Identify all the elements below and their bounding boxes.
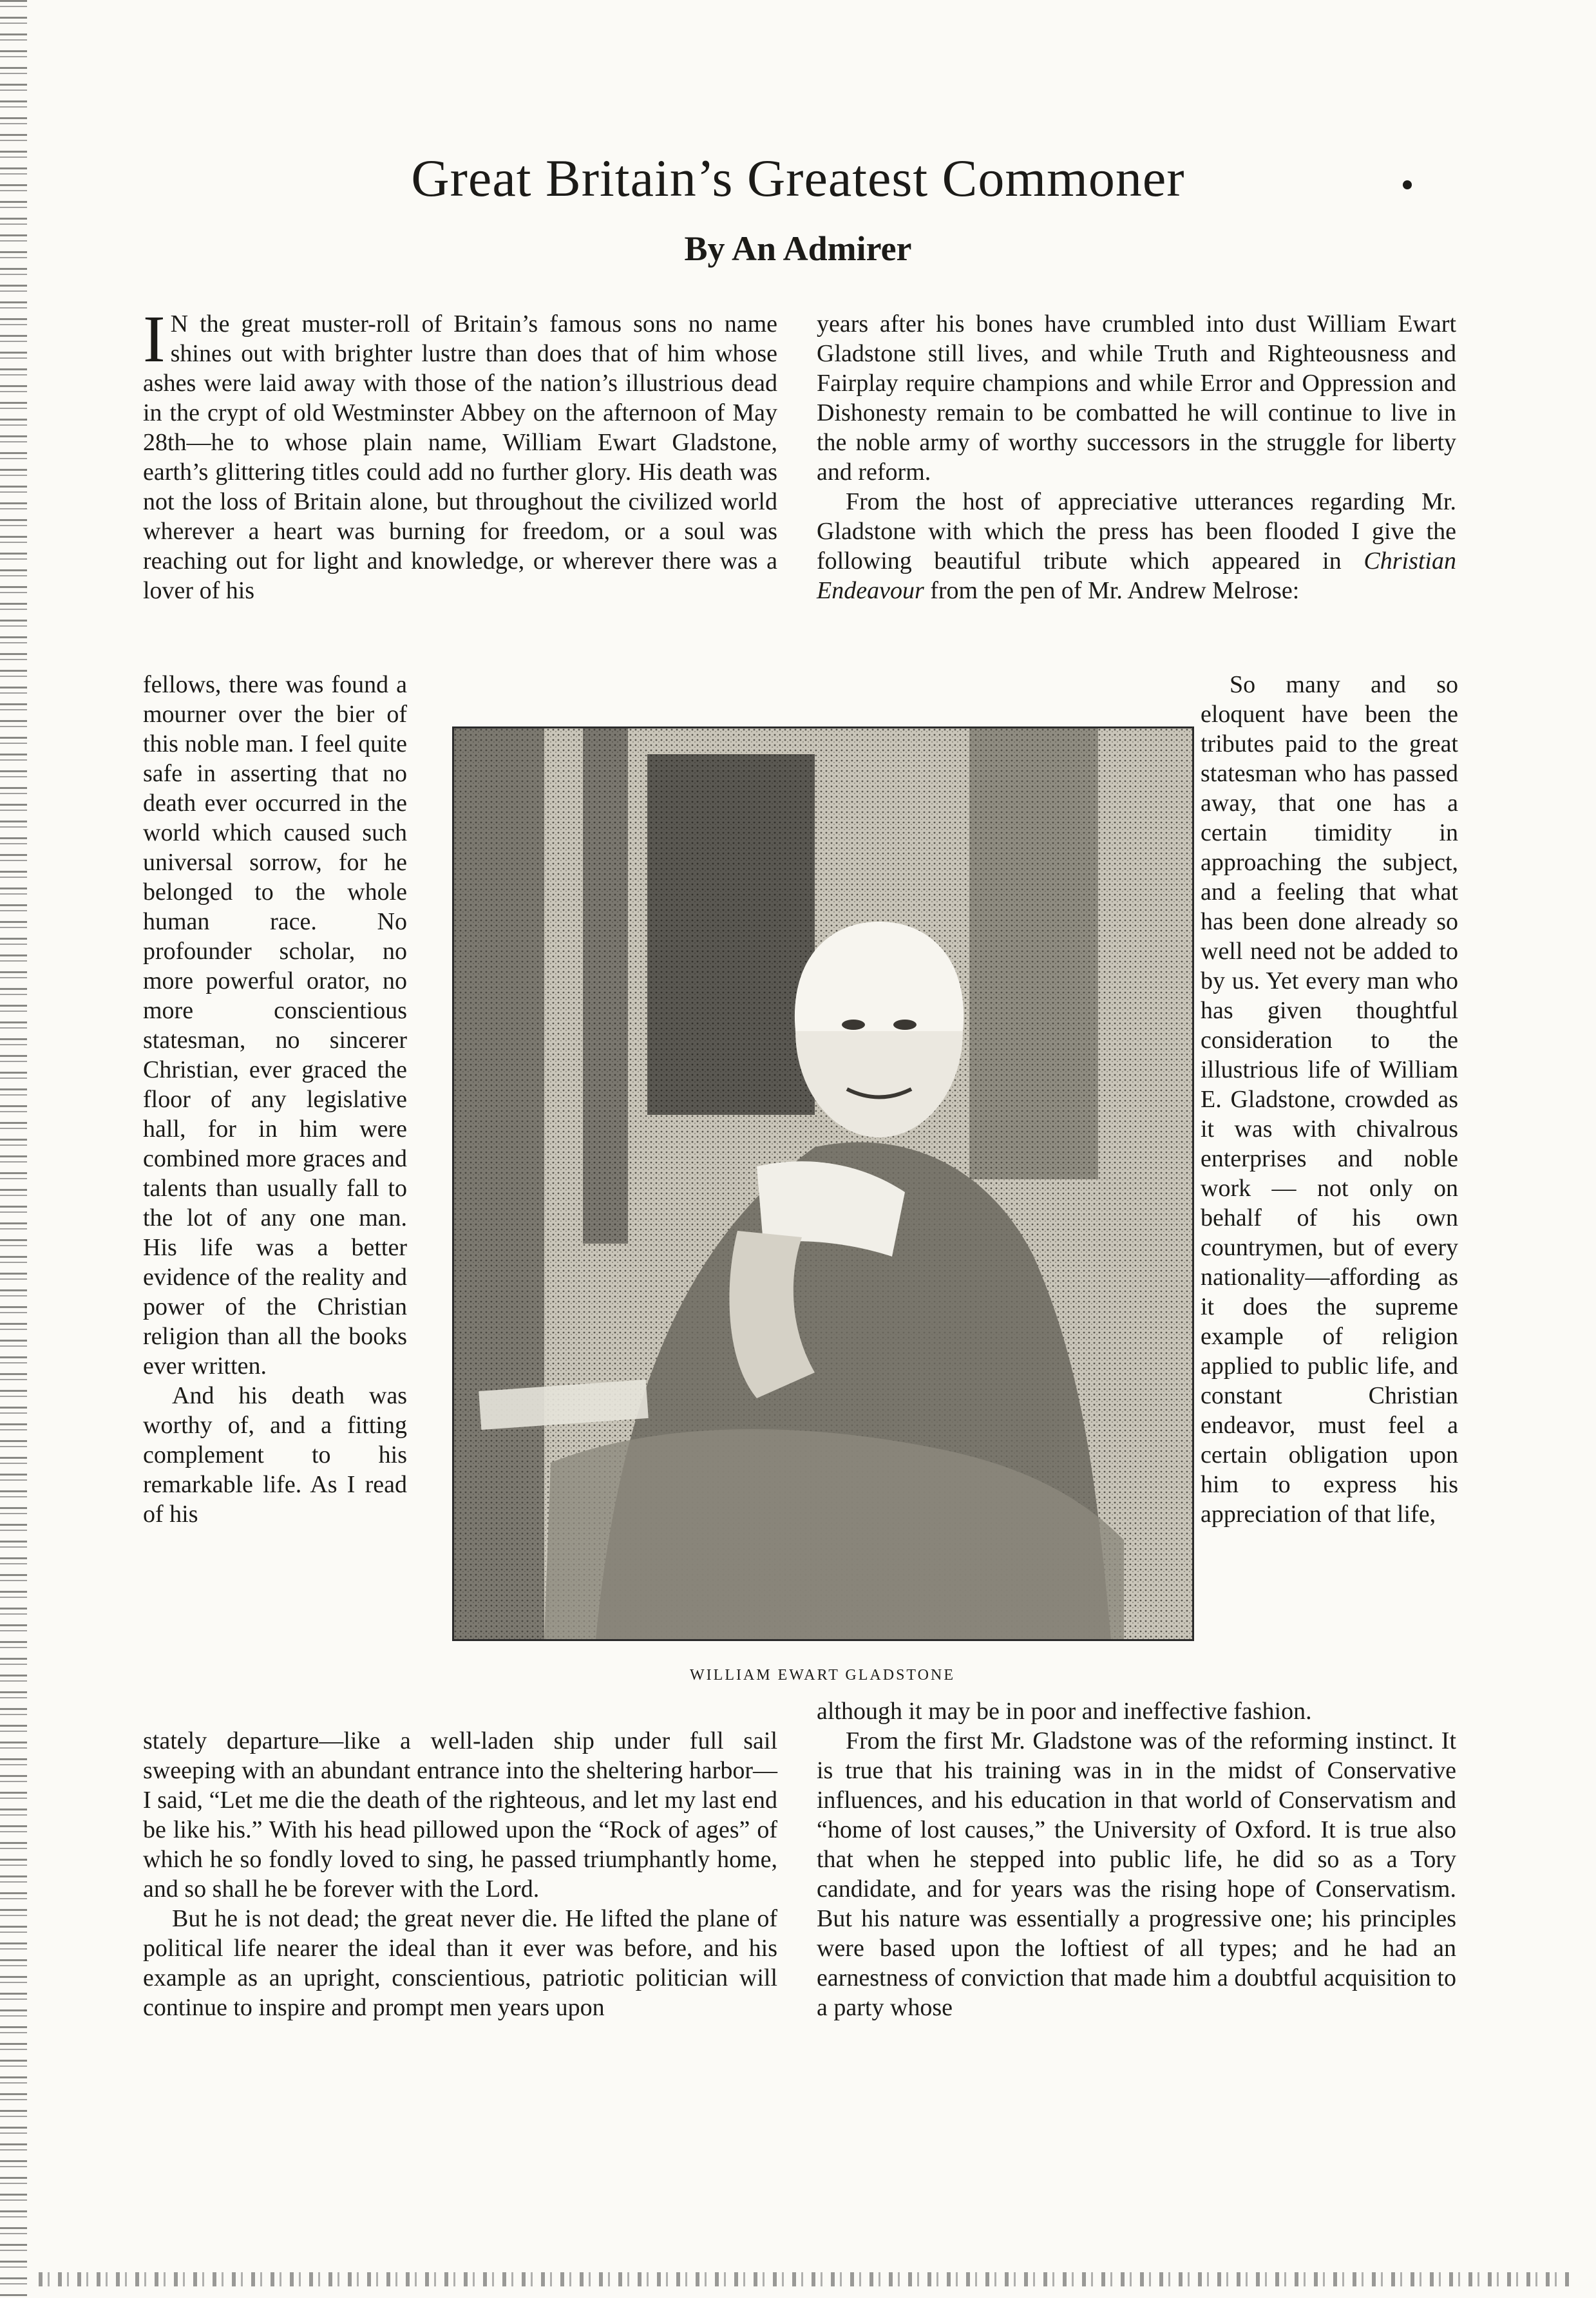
article-byline: By An Admirer <box>684 229 912 268</box>
stray-dot-mark <box>1403 180 1412 189</box>
right-column-bottom <box>817 1696 1456 2022</box>
publication-title: Christian Endeavour <box>817 547 1456 604</box>
scan-edge-bottom <box>39 2272 1572 2286</box>
photo-caption: WILLIAM EWART GLADSTONE <box>690 1667 955 1684</box>
left-column-bottom <box>143 1726 777 2022</box>
right-column-top <box>817 309 1456 605</box>
paragraph-tribute-intro: From the host of appreciative utterances regarding Mr. Gladstone with which the press has been flooded I give the following beautiful tribute which appeared in Christian Endeavour from the pen of Mr. Andrew Melrose: <box>817 488 1456 604</box>
paragraph-tribute: fellows, there was found a mourner over the bier of this noble man. I feel quite safe in asserting that no death ever occurred in the world which caused such universal sorrow, for he belonged to the whole human race. No profounder scholar, no more powerful orator, no more conscientious statesman, no sincerer Christian, ever graced the floor of any legislative hall, for in him were combined more graces and talents than usually fall to the lot of any one man. His life was a better evidence of the reality and power of the Christian religion than all the books ever written. <box>143 671 407 1380</box>
paragraph-melrose-quote: So many and so eloquent have been the tributes paid to the great statesman who has passed away, that one has a certain timidity in approaching the subject, and a feeling that what has been done already so well need not be added to by us. Yet every man who has given thoughtful consideration to the illustrious life of William E. Gladstone, crowded as it was with chivalrous enterprises and noble work — not only on behalf of his own countrymen, but of every nationality—affording as it does the supreme example of religion applied to public life, and constant Christian endeavor, must feel a certain obligation upon him to express his appreciation of that life, <box>1201 671 1458 1528</box>
left-column-top <box>143 302 777 605</box>
paragraph-quote-end: although it may be in poor and ineffective fashion. <box>817 1698 1312 1725</box>
portrait-illustration <box>454 728 1192 1639</box>
paragraph-death: And his death was worthy of, and a fitting complement to his remarkable life. As I read of his <box>143 1382 407 1528</box>
paragraph-departure: stately departure—like a well-laden ship under full sail sweeping with an abundant entrance into the sheltering harbor—I said, “Let me die the death of the righteous, and let my last end be like his.” With his head pillowed upon the “Rock of ages” of which he so fondly loved to sing, he passed triumphantly home, and so shall he be forever with the Lord. <box>143 1727 777 1903</box>
paragraph-never-die: But he is not dead; the great never die. He lifted the plane of political life nearer the ideal than it ever was before, and his example as an upright, conscientious, patriotic politician will continue to inspire and prompt men years upon <box>143 1905 777 2021</box>
left-column-narrow <box>143 670 407 1529</box>
paragraph-opening: N the great muster-roll of Britain’s famous sons no name shines out with brighter lustre than does that of him whose ashes were laid away with those of the nation’s illustrious dead in the crypt of old Westminster Abbey on the afternoon of May 28th—he to whose plain name, William Ewart Gladstone, earth’s glittering titles could add no further glory. His death was not the loss of Britain alone, but throughout the civilized world wherever a heart was burning for freedom, or a soul was reaching out for light and knowledge, or wherever there was a lover of his <box>143 310 777 604</box>
right-column-narrow <box>1201 670 1458 1529</box>
article-title: Great Britain’s Greatest Commoner <box>411 149 1185 207</box>
portrait-photo <box>452 726 1194 1641</box>
scan-edge-left <box>0 0 27 2298</box>
drop-cap: I <box>143 302 166 376</box>
paragraph-legacy: years after his bones have crumbled into dust William Ewart Gladstone still lives, and while Truth and Righteousness and Fairplay require champions and while Error and Oppression and Dishonesty remain to be combatted he will continue to live in the noble army of worthy successors in the struggle for liberty and reform. <box>817 310 1456 486</box>
paragraph-reformer: From the first Mr. Gladstone was of the reforming instinct. It is true that his training was in in the midst of Conservative influences, and his education in that world of Conservatism and “home of lost causes,” the University of Oxford. It is true also that when he stepped into public life, he did so as a Tory candidate, and for years was the rising hope of Conservatism. But his nature was essentially a progressive one; his principles were based upon the loftiest of all types; and he had an earnestness of conviction that made him a doubtful acquisition to a party whose <box>817 1727 1456 2021</box>
